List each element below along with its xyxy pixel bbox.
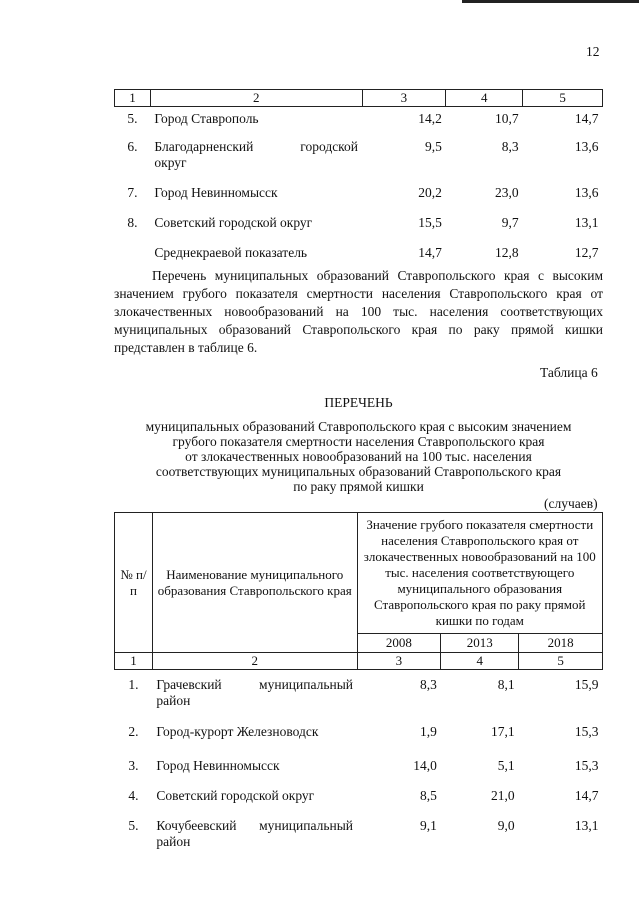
header-cell: 2 xyxy=(150,90,362,107)
row-number: 4. xyxy=(128,787,139,803)
table-row xyxy=(115,808,603,852)
table-label: Таблица 6 xyxy=(540,365,598,380)
table-header-row xyxy=(115,513,603,634)
row-number: 8. xyxy=(127,214,138,230)
header-value: Значение грубого показателя смертности населения Ставропольского края от злокачественных новообразований на 100 тыс. населения соответствующего муниципального образования Ставропольского края по раку прямой кишки по годам xyxy=(357,513,602,634)
row-value: 14,7 xyxy=(418,244,442,260)
row-value: 17,1 xyxy=(491,723,515,739)
header-name: Наименование муниципального образования Ставропольского края xyxy=(152,513,357,653)
row-number: 6. xyxy=(127,138,138,154)
row-number xyxy=(115,235,151,263)
table-row-average xyxy=(115,235,603,263)
unit-label: (случаев) xyxy=(544,496,598,511)
row-name: Город Невинномысск xyxy=(154,184,278,200)
row-value: 15,3 xyxy=(574,757,599,773)
table-row xyxy=(115,207,603,235)
row-number: 1. xyxy=(128,677,139,692)
table-6 xyxy=(114,512,603,852)
row-name-line: район xyxy=(156,833,191,849)
row-value: 13,1 xyxy=(574,817,599,833)
row-value: 8,1 xyxy=(497,677,515,692)
row-value: 1,9 xyxy=(419,723,437,739)
index-cell: 4 xyxy=(441,653,519,670)
row-value: 8,3 xyxy=(501,138,519,154)
table-subtitle xyxy=(114,419,603,494)
row-value: 13,6 xyxy=(574,184,599,200)
table-row xyxy=(115,778,603,808)
row-value: 15,5 xyxy=(418,214,442,230)
row-value: 9,0 xyxy=(497,817,515,833)
page-number: 12 xyxy=(586,44,600,59)
header-number: № п/п xyxy=(115,513,153,653)
row-name-line: Благодарненский городской xyxy=(154,138,359,154)
header-cell: 1 xyxy=(115,90,151,107)
row-number: 3. xyxy=(128,757,139,773)
row-name-line: Грачевский муниципальный xyxy=(156,677,354,692)
table-row xyxy=(115,714,603,748)
header-cell: 5 xyxy=(523,90,603,107)
body-paragraph: Перечень муниципальных образований Ставропольского края с высоким значением грубого показателя смертности населения Ставропольского края от злокачественных новообразований на 100 тыс. населения соответствующих муниципальных образований Ставропольского края по раку прямой кишки представлен в таблице 6. xyxy=(114,268,603,355)
top-border-line xyxy=(462,0,639,3)
row-value: 10,7 xyxy=(495,111,519,126)
row-value: 14,0 xyxy=(413,757,437,773)
row-value: 9,1 xyxy=(419,817,437,833)
row-name-line: округ xyxy=(154,154,187,170)
row-name xyxy=(152,670,357,714)
table-row xyxy=(115,177,603,207)
row-value: 15,9 xyxy=(574,677,599,692)
header-year: 2008 xyxy=(357,634,441,653)
row-number: 5. xyxy=(128,817,139,833)
row-value: 21,0 xyxy=(491,787,515,803)
row-name-line: Кочубеевский муниципальный xyxy=(156,817,354,833)
row-value: 5,1 xyxy=(497,757,515,773)
row-value: 14,2 xyxy=(418,111,442,126)
index-cell: 1 xyxy=(115,653,153,670)
table-row xyxy=(115,748,603,778)
row-value: 12,8 xyxy=(495,244,519,260)
table-header-row xyxy=(115,90,603,107)
header-year: 2013 xyxy=(441,634,519,653)
index-cell: 5 xyxy=(519,653,603,670)
row-value: 9,5 xyxy=(424,138,442,154)
header-cell: 3 xyxy=(362,90,446,107)
row-name xyxy=(150,133,362,177)
row-value: 14,7 xyxy=(574,111,599,126)
row-value: 13,1 xyxy=(574,214,599,230)
table-continuation xyxy=(114,89,603,263)
table-index-row xyxy=(115,653,603,670)
subtitle-line: от злокачественных новообразований на 100 тыс. населения xyxy=(185,449,532,464)
row-name: Город Невинномысск xyxy=(156,757,280,773)
row-value: 23,0 xyxy=(495,184,519,200)
document-heading: ПЕРЕЧЕНЬ xyxy=(324,395,393,410)
row-value: 15,3 xyxy=(574,723,599,739)
table-row xyxy=(115,670,603,714)
row-value: 8,5 xyxy=(419,787,437,803)
index-cell: 2 xyxy=(152,653,357,670)
index-cell: 3 xyxy=(357,653,441,670)
row-name: Среднекраевой показатель xyxy=(154,244,308,260)
row-name-line: район xyxy=(156,693,191,708)
row-value: 8,3 xyxy=(419,677,437,692)
row-name: Советский городской округ xyxy=(154,214,313,230)
header-year: 2018 xyxy=(519,634,603,653)
row-value: 14,7 xyxy=(574,787,599,803)
row-value: 13,6 xyxy=(574,138,599,154)
subtitle-line: по раку прямой кишки xyxy=(293,479,424,494)
row-value: 9,7 xyxy=(501,214,519,230)
table-row xyxy=(115,107,603,133)
row-number: 2. xyxy=(128,723,139,739)
row-number: 5. xyxy=(127,111,138,126)
row-name: Советский городской округ xyxy=(156,787,315,803)
row-name: Город Ставрополь xyxy=(154,111,259,126)
row-number: 7. xyxy=(127,184,138,200)
table-row xyxy=(115,133,603,177)
subtitle-line: грубого показателя смертности населения Ставропольского края xyxy=(172,434,545,449)
row-name: Город-курорт Железноводск xyxy=(156,723,319,739)
row-name xyxy=(152,808,357,852)
subtitle-line: соответствующих муниципальных образований Ставропольского края xyxy=(155,464,562,479)
header-cell: 4 xyxy=(446,90,523,107)
row-value: 20,2 xyxy=(418,184,442,200)
subtitle-line: муниципальных образований Ставропольского края с высоким значением xyxy=(145,419,572,434)
row-value: 12,7 xyxy=(574,244,599,260)
